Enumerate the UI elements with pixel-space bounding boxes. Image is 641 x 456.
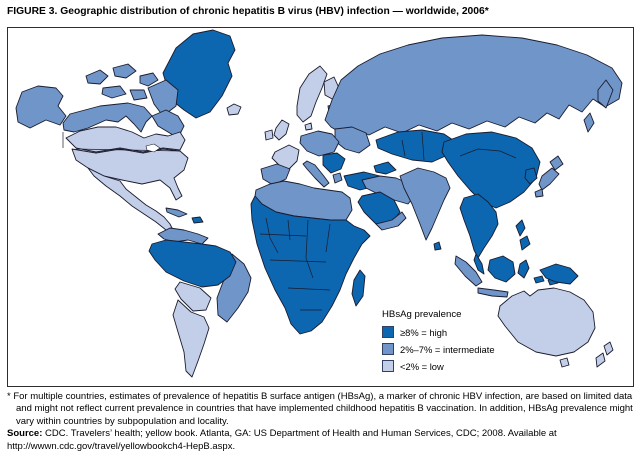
region-arctic-island [86,70,108,84]
region-caucasus [374,162,396,174]
region-borneo [488,256,515,282]
legend-label-low: <2% = low [400,360,444,372]
region-iceland [227,104,241,115]
footnote-asterisk: * For multiple countries, estimates of prevalence of hepatitis B surface antigen (HBsAg), a marker of chronic HBV infection, are based on limited data and might not reflect current prevalence in countries that have implemented childhood hepatitis B vaccination. In addition, HBsAg prevalence might vary within countries by subpopulation and locality. [7,391,633,427]
world-map [8,28,633,386]
legend-swatch-low [382,360,394,372]
region-scandinavia [297,66,327,122]
legend-swatch-high [382,326,394,338]
region-new-zealand [596,353,605,367]
region-java [478,288,508,297]
region-arctic-island [130,90,147,100]
region-tasmania [560,358,569,367]
world-map-panel [7,27,634,387]
legend-title: HBsAg prevalence [382,309,462,320]
region-balkans [323,153,345,173]
region-uk [274,120,289,140]
region-alaska [16,86,66,128]
region-denmark [305,123,312,130]
region-arctic-island [140,73,158,86]
region-greece [333,173,342,183]
region-hispaniola [192,217,203,223]
region-sulawesi [518,260,529,278]
legend-swatch-intermediate [382,343,394,355]
region-arctic-island [102,86,126,98]
region-arctic-island [113,64,136,78]
source-label: Source: [7,428,43,440]
footnotes [7,391,637,453]
footnote-source [7,428,637,453]
legend-item-low [382,360,530,372]
legend-label-high: ≥8% = high [400,326,448,338]
region-amazon-basin [149,240,236,287]
region-japan-kyushu [535,189,543,197]
region-ireland [265,130,273,140]
region-sakhalin [584,113,594,132]
source-text: CDC. Travelers’ health; yellow book. Atlanta, GA: US Department of Health and Human Services, CDC; 2008. Available at http://wwwn.cdc.gov/travel/yellowbookch4-HepB.aspx. [7,428,557,452]
legend-label-intermediate: 2%–7% = intermediate [400,343,495,355]
region-lesser-sunda [534,276,544,283]
region-madagascar [352,270,365,306]
region-new-zealand [604,342,613,355]
region-sri-lanka [434,242,441,250]
region-philippines [520,236,530,250]
region-japan-honshu [539,168,559,190]
map-legend [382,309,530,377]
region-southern-cone [173,300,209,377]
figure-title: FIGURE 3. Geographic distribution of chronic hepatitis B virus (HBV) infection — worldwide, 2006* [7,6,489,17]
region-new-guinea [540,264,578,284]
legend-item-intermediate [382,343,530,355]
region-cuba [166,208,187,217]
legend-item-high [382,326,530,338]
region-central-europe [300,131,339,156]
region-china-mongolia [442,132,540,208]
region-philippines [516,220,525,236]
region-russia [325,35,622,135]
